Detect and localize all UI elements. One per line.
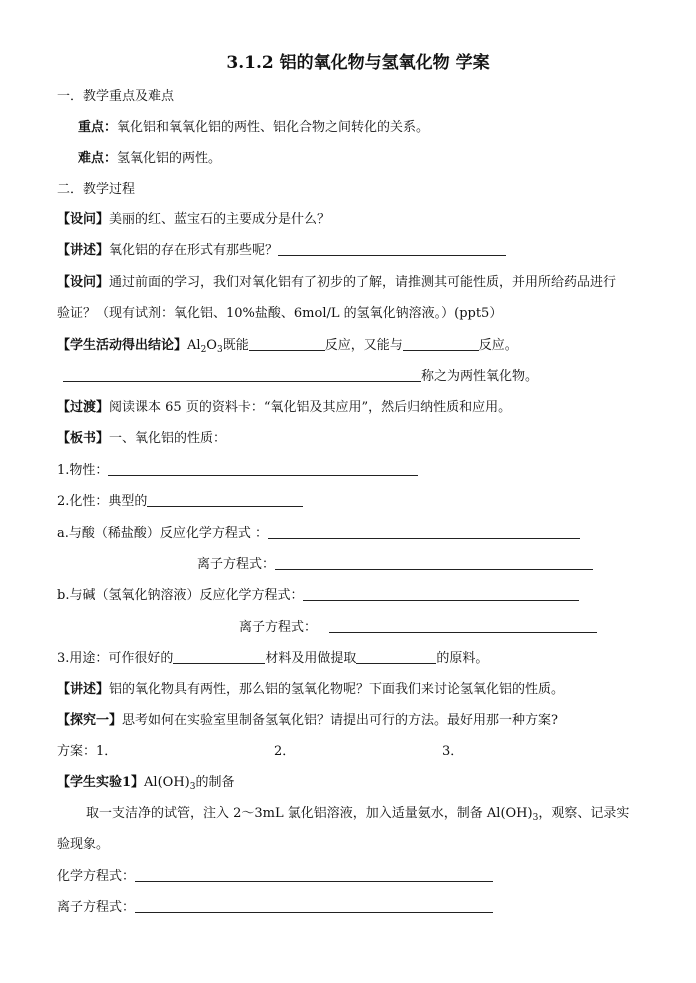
transition-tag: 【过渡】 [57,400,110,415]
lab-1-desc-sub: 3 [532,813,539,823]
key-point-line [78,118,660,138]
conclusion-text-1: 既能 [222,338,249,353]
chemical-property-label: 2.化性：典型的 [57,494,148,509]
acid-reaction-line [57,524,660,544]
question-2 [57,273,660,293]
formula-sub-3: 3 [216,345,223,355]
statement-1-tag: 【讲述】 [57,243,110,258]
physical-property-label: 1.物性： [57,463,109,478]
board-text: 一、氧化铝的性质： [109,431,227,446]
question-1 [57,210,660,230]
explore-1-tag: 【探究一】 [57,713,123,728]
formula-o: O [206,338,217,353]
chemical-property-line [57,492,660,512]
section-2-heading: 二．教学过程 [57,182,136,197]
transition-text: 阅读课本 65 页的资料卡：“氧化铝及其应用”，然后归纳性质和应用。 [109,400,512,415]
page-title: 3.1.2 铝的氧化物与氢氧化物 学案 [226,53,490,73]
board-tag: 【板书】 [57,431,110,446]
difficult-point-text: 氢氧化铝的两性。 [117,151,222,166]
conclusion-text-2: 反应，又能与 [324,338,403,353]
conclusion-text-3: 反应。 [478,338,518,353]
section-1-heading: 一．教学重点及难点 [57,89,175,104]
lab-1-desc-b: ，观察、记录实 [538,806,630,821]
lab-1-heading [57,773,660,793]
explore-1-text: 思考如何在实验室里制备氢氧化铝？请提出可行的方法。最好用那一种方案? [122,713,558,728]
question-2-text-1: 通过前面的学习，我们对氧化铝有了初步的了解，请推测其可能性质，并用所给药品进行 [109,275,617,290]
conclusion-line [57,336,660,356]
conclusion-line-2 [63,367,660,387]
answer-blank[interactable] [63,367,421,382]
answer-blank[interactable] [403,336,479,351]
conclusion-tag: 【学生活动得出结论】 [57,338,188,353]
answer-blank[interactable] [303,586,579,601]
acid-ion-line [197,555,660,575]
answer-blank[interactable] [275,555,593,570]
conclusion-text-4: 称之为两性氧化物。 [421,369,539,384]
formula-al: Al [187,338,201,353]
question-1-text: 美丽的红、蓝宝石的主要成分是什么？ [109,212,331,227]
lab-1-formula: Al(OH) [144,775,190,790]
lab-1-description-1 [86,804,660,824]
statement-2-text: 铝的氧化物具有两性，那么铝的氢氧化物呢？下面我们来讨论氢氧化铝的性质。 [109,682,565,697]
difficult-point-label: 难点： [78,151,118,166]
answer-blank[interactable] [147,492,303,507]
plan-option-3: 3． [442,744,464,759]
ion-equation-line [57,898,660,918]
plan-option-2: 2． [274,744,296,759]
use-line [57,649,660,669]
answer-blank[interactable] [329,618,597,633]
chemical-equation-line [57,867,660,887]
lab-1-title-text: 的制备 [195,775,235,790]
lab-1-tag: 【学生实验1】 [57,775,145,790]
use-text-2: 材料及用做提取 [265,651,357,666]
formula-sub-2: 2 [200,345,207,355]
explore-1 [57,711,660,731]
base-ion-line [239,618,660,638]
base-reaction-label: b.与碱（氢氧化钠溶液）反应化学方程式： [57,588,304,603]
answer-blank[interactable] [135,867,493,882]
lab-1-desc-a: 取一支洁净的试管，注入 2～3mL 氯化铝溶液，加入适量氨水，制备 Al(OH) [86,806,533,821]
answer-blank[interactable] [135,898,493,913]
base-ion-label: 离子方程式： [239,620,318,635]
transition-line [57,398,660,418]
board-line [57,429,660,449]
plan-label: 方案：1． [57,744,118,759]
question-2-text-2: 验证？（现有试剂：氧化铝、10%盐酸、6mol/L 的氢氧化钠溶液。）(ppt5） [57,306,503,321]
physical-property-line [57,461,660,481]
plan-line [57,742,660,762]
answer-blank[interactable] [356,649,436,664]
ion-equation-label: 离子方程式： [57,900,136,915]
difficult-point-line [78,149,660,169]
acid-reaction-label: a.与酸（稀盐酸）反应化学方程式 ： [57,526,269,541]
key-point-label: 重点： [78,120,118,135]
question-2-tag: 【设问】 [57,275,110,290]
answer-blank[interactable] [268,524,580,539]
answer-blank[interactable] [173,649,265,664]
answer-blank[interactable] [108,461,418,476]
key-point-text: 氧化铝和氧氧化铝的两性、铝化合物之间转化的关系。 [117,120,430,135]
answer-blank[interactable] [278,241,506,256]
statement-2 [57,680,660,700]
statement-2-tag: 【讲述】 [57,682,110,697]
use-text-1: 3.用途：可作很好的 [57,651,174,666]
question-1-tag: 【设问】 [57,212,110,227]
chemical-equation-label: 化学方程式： [57,869,136,884]
lab-1-description-2: 验现象。 [57,837,110,852]
statement-1 [57,241,660,261]
lab-1-formula-sub: 3 [189,782,196,792]
statement-1-text: 氧化铝的存在形式有那些呢？ [109,243,279,258]
base-reaction-line [57,586,660,606]
answer-blank[interactable] [249,336,325,351]
acid-ion-label: 离子方程式： [197,557,276,572]
use-text-3: 的原料。 [436,651,489,666]
